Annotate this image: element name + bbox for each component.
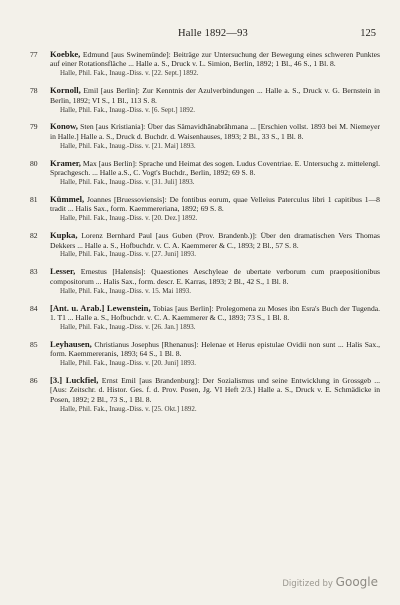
- entry-number: 82: [30, 231, 38, 241]
- entry-note: Halle, Phil. Fak., Inaug.-Diss. v. [20. Dez.] 1892.: [60, 214, 198, 223]
- bibliography-entry: [30, 340, 380, 369]
- bibliography-entry: [30, 231, 380, 260]
- entry-note: Halle, Phil. Fak., Inaug.-Diss. v. [21. Mai] 1893.: [60, 141, 196, 150]
- watermark-prefix: Digitized by: [282, 579, 333, 589]
- entry-note: Halle, Phil. Fak., Inaug.-Diss. v. [26. Jan.] 1893.: [60, 322, 196, 331]
- entry-body: [50, 159, 380, 178]
- bibliography-entry: [30, 159, 380, 188]
- bibliography-entry: [30, 304, 380, 333]
- entry-author: [Ant. u. Arab.] Lewenstein,: [50, 302, 151, 313]
- entry-author: [3.] Luckfiel,: [50, 374, 99, 385]
- entry-number: 85: [30, 339, 38, 349]
- entry-author: Lesser,: [50, 266, 76, 277]
- entry-number: 79: [30, 122, 38, 132]
- dissertation-list: [30, 50, 380, 422]
- page-number: 125: [360, 28, 376, 39]
- entry-body: [50, 86, 380, 105]
- entry-author: Koebke,: [50, 49, 81, 59]
- entry-number: 78: [30, 86, 38, 96]
- page-header: [48, 28, 376, 42]
- bibliography-entry: [30, 376, 380, 414]
- entry-number: 86: [30, 375, 38, 385]
- entry-text: Ernst Emil [aus Brandenburg]: Der Sozialismus und seine Entwicklung in Grossgeb ... [Aus: Zeitschr. d. Histor. Ges. f. d. Prov. Posen, Jg. VI Heft 2/3.] Halle a. S., Druck v. E. Schmädicke in Posen, 1892; 2 Bl., 73 S., 1 Bl. 8.: [50, 375, 381, 404]
- entry-text: Max [aus Berlin]: Sprache und Heimat des sogen. Ludus Coventriae. E. Untersuchg z. mittelengl. Sprachgesch. ... Halle a.S., C. Vogt's Buchdr., Berlin, 1892; 69 S. 8.: [50, 158, 380, 178]
- bibliography-entry: [30, 86, 380, 115]
- entry-author: Kümmel,: [50, 193, 85, 204]
- entry-note: Halle, Phil. Fak., Inaug.-Diss. v. [31. Juli] 1893.: [60, 177, 195, 186]
- digitized-watermark: [282, 575, 378, 589]
- bibliography-entry: [30, 122, 380, 151]
- entry-text: Sten [aus Kristiania]: Über das Sämavidhānabrāhmana ... [Erschien vollst. 1893 bei M. Niemeyer in Halle.] Halle a. S., Druck d. Buchdr. d. Waisenhauses, 1893; 2 Bl., 33 S., 1 Bl. 8.: [50, 122, 380, 141]
- entry-number: 77: [30, 50, 38, 59]
- bibliography-entry: [30, 50, 380, 79]
- entry-note: Halle, Phil. Fak., Inaug.-Diss. v. 15. Mai 1893.: [60, 286, 191, 295]
- entry-text: Joannes [Bruessoviensis]: De fontibus eorum, quae Velleius Paterculus libri 1 capitibus 1—8 tradit ... Halis Sax., form. Kaemmereriana, 1892; 69 S. 8.: [50, 194, 380, 214]
- entry-body: [50, 376, 380, 404]
- entry-text: Tobias [aus Berlin]: Prolegomena zu Moses ibn Esra's Buch der Tugenda. 1. T1 ... Halle a. S., Hofbuchdr. v. C. A. Kaemmerer & C., 1893; 73 S., 1 Bl. 8.: [50, 303, 381, 322]
- bibliography-entry: [30, 267, 380, 296]
- entry-author: Kramer,: [50, 157, 81, 168]
- entry-number: 84: [30, 303, 38, 313]
- entry-text: Christianus Josephus [Rhenanus]: Helenae et Herus epistulae Ovidii non sunt ... Halis Sax., form. Kaemmereranis, 1893; 64 S., 1 Bl. 8.: [50, 339, 380, 359]
- entry-body: [50, 267, 380, 286]
- entry-note: Halle, Phil. Fak., Inaug.-Diss. v. [25. Okt.] 1892.: [60, 404, 197, 413]
- entry-body: [50, 122, 380, 141]
- entry-text: Edmund [aus Swinemünde]: Beiträge zur Untersuchung der Bewegung eines schweren Punktes auf einer Rotationsfläche ... Halle a. S., Druck v. L. Simion, Berlin, 1892; 1 Bl., 46 S., 1 Bl. 8.: [50, 50, 380, 69]
- entry-note: Halle, Phil. Fak., Inaug.-Diss. v. [22. Sept.] 1892.: [60, 69, 199, 78]
- entry-note: Halle, Phil. Fak., Inaug.-Diss. v. [27. Juni] 1893.: [60, 250, 197, 259]
- entry-body: [50, 195, 380, 214]
- bibliography-entry: [30, 195, 380, 224]
- entry-number: 83: [30, 267, 38, 277]
- entry-body: [50, 50, 380, 69]
- entry-author: Leyhausen,: [50, 338, 92, 349]
- entry-number: 81: [30, 194, 38, 204]
- entry-note: Halle, Phil. Fak., Inaug.-Diss. v. [6. Sept.] 1892.: [60, 105, 196, 114]
- entry-body: [50, 340, 380, 359]
- entry-note: Halle, Phil. Fak., Inaug.-Diss. v. [20. Juni] 1893.: [60, 359, 197, 368]
- watermark-brand: Google: [335, 575, 378, 589]
- entry-text: Emil [aus Berlin]: Zur Kenntnis der Azulverbindungen ... Halle a. S., Druck v. G. Bernstein in Berlin, 1892; VI S., 1 Bl., 113 S. 8.: [50, 86, 380, 105]
- entry-author: Konow,: [50, 121, 78, 132]
- entry-text: Ernestus [Halensis]: Quaestiones Aeschyleae de ubertate verborum cum praepositionibus compositorum ... Halis Sax., form. descr. E. Karras, 1893; 2 Bl., 42 S., 1 Bl. 8.: [50, 267, 380, 286]
- running-title: Halle 1892—93: [178, 28, 248, 39]
- entry-body: [50, 231, 380, 250]
- entry-number: 80: [30, 158, 38, 168]
- entry-body: [50, 304, 380, 323]
- entry-text: Lorenz Bernhard Paul [aus Guben (Prov. Brandenb.)]: Über den dramatischen Vers Thomas Dekkers ... Halle a. S., Hofbuchdr. v. C. A. Kaemmerer & C., 1893; 2 Bl., 57 S. 8.: [50, 231, 380, 250]
- entry-author: Kupka,: [50, 230, 78, 241]
- entry-author: Kornoll,: [50, 85, 81, 96]
